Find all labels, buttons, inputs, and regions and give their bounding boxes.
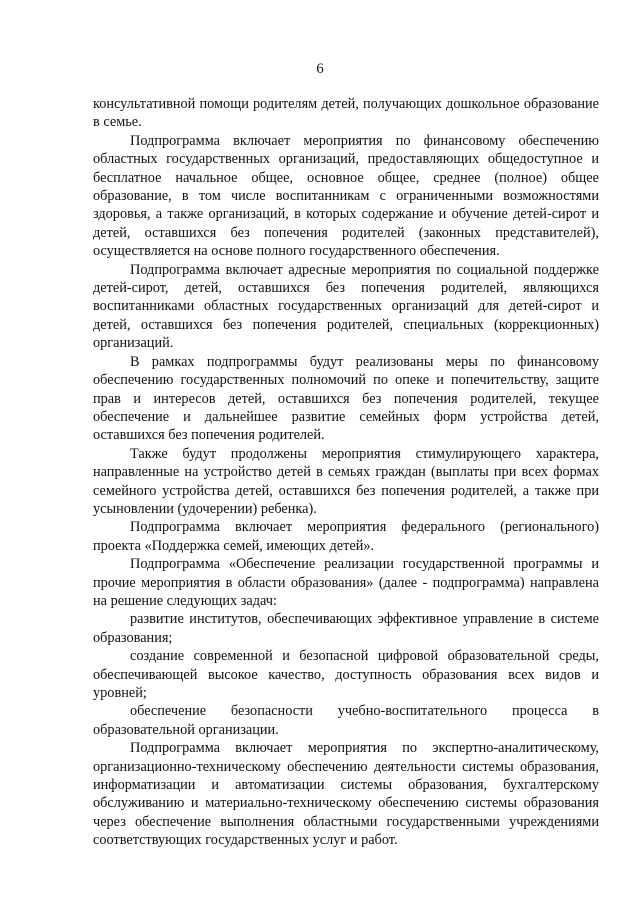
paragraph-federal-project: Подпрограмма включает мероприятия федерального (регионального) проекта «Поддержка семей, имеющих детей». <box>93 519 599 554</box>
task-item-safety: обеспечение безопасности учебно-воспитательного процесса в образовательной организации. <box>93 703 599 738</box>
paragraph-expert-support: Подпрограмма включает мероприятия по экспертно-аналитическому, организационно-техническому обеспечению деятельности системы образования, информатизации и автоматизации системы образования, бухгалтерскому обслуживанию и материально-техническому обеспечению системы образования через обеспечение выполнения областными государственными учреждениями соответствующих государственных услуг и работ. <box>93 740 599 849</box>
paragraph-subprogram-tasks: Подпрограмма «Обеспечение реализации государственной программы и прочие мероприятия в области образования» (далее - подпрограмма) направлена на решение следующих задач: <box>93 556 599 609</box>
task-item-digital-environment: создание современной и безопасной цифровой образовательной среды, обеспечивающей высокое качество, доступность образования всех видов и уровней; <box>93 648 599 701</box>
paragraph-incentive-measures: Также будут продолжены мероприятия стимулирующего характера, направленные на устройство детей в семьях граждан (выплаты при всех формах семейного устройства детей, оставшихся без попечения родителей, а также при усыновлении (удочерении) ребенка). <box>93 445 599 517</box>
paragraph-guardianship-measures: В рамках подпрограммы будут реализованы меры по финансовому обеспечению государственных полномочий по опеке и попечительству, защите прав и интересов детей, оставшихся без попечения родителей, текущее обеспечение и дальнейшее развитие семейных форм устройства детей, оставшихся без попечения родителей. <box>93 353 599 444</box>
page-number: 6 <box>316 61 324 77</box>
paragraph-financial-support: Подпрограмма включает мероприятия по финансовому обеспечению областных государственных организаций, предоставляющих общедоступное и бесплатное начальное общее, основное общее, среднее (полное) общее образование, в том числе воспитанникам с ограниченными возможностями здоровья, а также организаций, в которых содержание и обучение детей-сирот и детей, оставшихся без попечения родителей (законных представителей), осуществляется на основе полного государственного обеспечения. <box>93 132 599 260</box>
paragraph-continuation: консультативной помощи родителям детей, получающих дошкольное образование в семье. <box>93 96 599 131</box>
body-text <box>93 95 599 850</box>
paragraph-social-support: Подпрограмма включает адресные мероприятия по социальной поддержке детей-сирот, детей, оставшихся без попечения родителей, являющихся воспитанниками областных государственных организаций для детей-сирот и детей, оставшихся без попечения родителей, специальных (коррекционных) организаций. <box>93 261 599 352</box>
task-item-management: развитие институтов, обеспечивающих эффективное управление в системе образования; <box>93 611 599 646</box>
